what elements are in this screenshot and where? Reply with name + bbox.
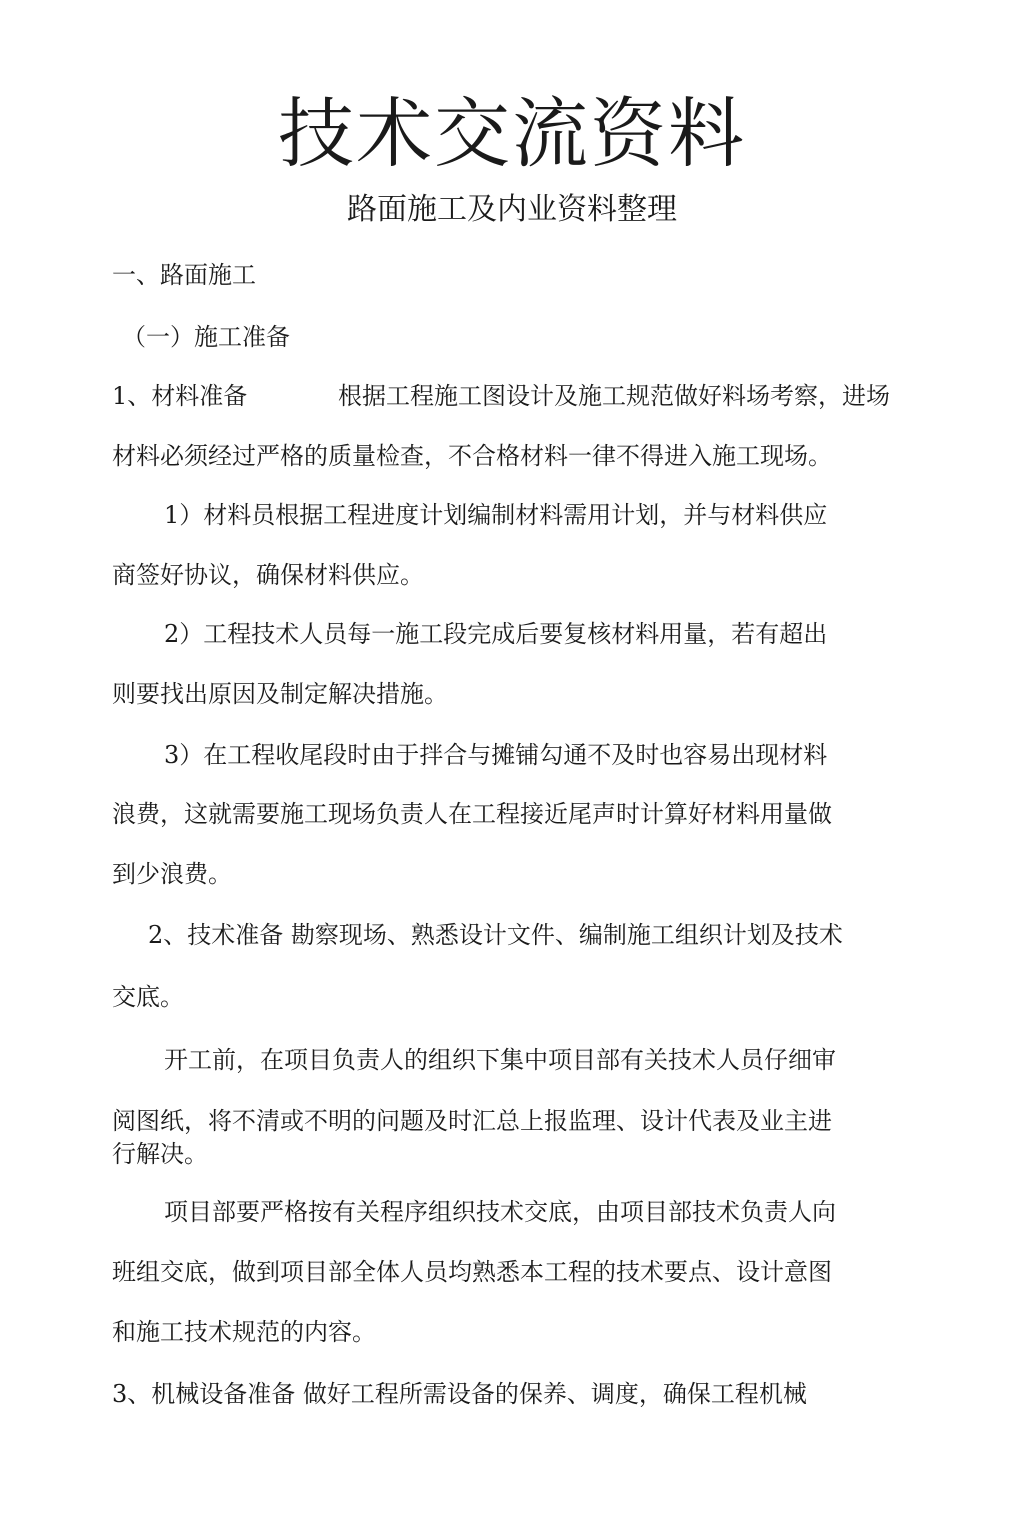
item1-line2: 材料必须经过严格的质量检查，不合格材料一律不得进入施工现场。 (112, 442, 832, 470)
section-heading: 一、路面施工 (112, 261, 256, 289)
para2-line3: 和施工技术规范的内容。 (112, 1318, 376, 1346)
para2-line2: 班组交底，做到项目部全体人员均熟悉本工程的技术要点、设计意图 (112, 1258, 832, 1286)
subsection-heading: （一）施工准备 (122, 323, 290, 351)
para1-line2: 阅图纸，将不清或不明的问题及时汇总上报监理、设计代表及业主进 (112, 1107, 832, 1135)
sub1-line2: 商签好协议，确保材料供应。 (112, 561, 424, 589)
item1-label: 1、材料准备 (112, 382, 248, 410)
document-subtitle: 路面施工及内业资料整理 (347, 192, 677, 227)
para2-line1: 项目部要严格按有关程序组织技术交底，由项目部技术负责人向 (164, 1198, 836, 1226)
sub3-line2: 浪费，这就需要施工现场负责人在工程接近尾声时计算好材料用量做 (112, 800, 832, 828)
sub3-line3: 到少浪费。 (112, 860, 232, 888)
para1-line1: 开工前，在项目负责人的组织下集中项目部有关技术人员仔细审 (164, 1046, 836, 1074)
sub3-line1: 3）在工程收尾段时由于拌合与摊铺勾通不及时也容易出现材料 (164, 741, 828, 769)
item1-line1: 根据工程施工图设计及施工规范做好料场考察，进场 (338, 382, 890, 410)
document-title: 技术交流资料 (278, 89, 746, 178)
para1-line3: 行解决。 (112, 1140, 208, 1168)
sub1-line1: 1）材料员根据工程进度计划编制材料需用计划，并与材料供应 (164, 501, 828, 529)
item2-line1: 2、技术准备 勘察现场、熟悉设计文件、编制施工组织计划及技术 (148, 921, 843, 949)
sub2-line1: 2）工程技术人员每一施工段完成后要复核材料用量，若有超出 (164, 620, 828, 648)
sub2-line2: 则要找出原因及制定解决措施。 (112, 680, 448, 708)
item3-line1: 3、机械设备准备 做好工程所需设备的保养、调度，确保工程机械 (112, 1380, 807, 1408)
item2-line2: 交底。 (112, 983, 184, 1011)
